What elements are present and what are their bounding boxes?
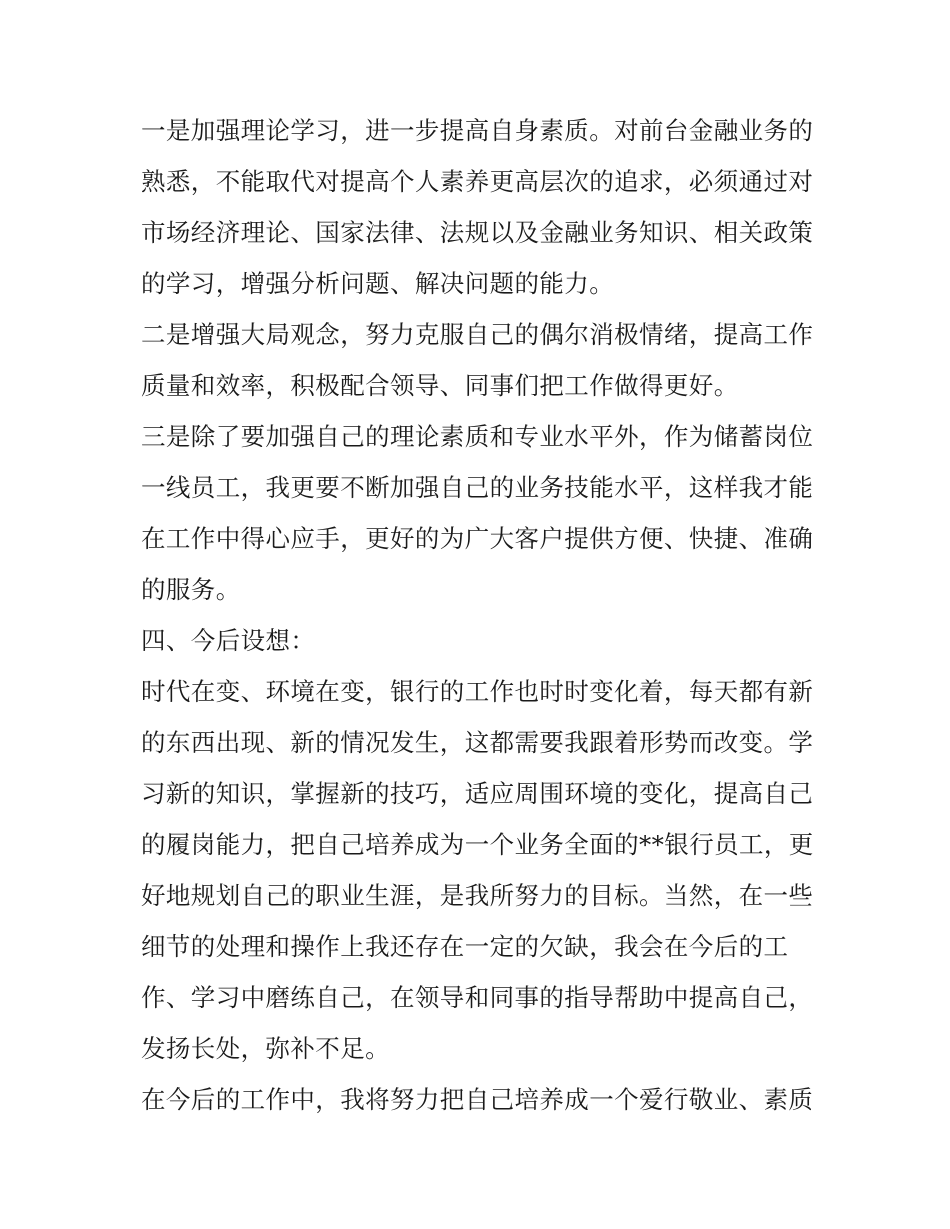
- text-line: 在今后的工作中，我将努力把自己培养成一个爱行敬业、素质: [141, 1085, 814, 1114]
- document-body: [141, 105, 821, 1125]
- text-line: 在工作中得心应手，更好的为广大客户提供方便、快捷、准确: [141, 524, 814, 553]
- text-line: 市场经济理论、国家法律、法规以及金融业务知识、相关政策: [141, 218, 814, 247]
- text-line: 的学习，增强分析问题、解决问题的能力。: [141, 269, 615, 298]
- section-heading: 四、今后设想：: [141, 626, 316, 655]
- text-line: 习新的知识，掌握新的技巧，适应周围环境的变化，提高自己: [141, 779, 814, 808]
- text-line: 一线员工，我更要不断加强自己的业务技能水平，这样我才能: [141, 473, 814, 502]
- text-line: 三是除了要加强自己的理论素质和专业水平外，作为储蓄岗位: [141, 422, 814, 451]
- text-line: 好地规划自己的职业生涯，是我所努力的目标。当然，在一些: [141, 881, 814, 910]
- text-line: 细节的处理和操作上我还存在一定的欠缺，我会在今后的工: [141, 932, 789, 961]
- text-line: 熟悉，不能取代对提高个人素养更高层次的追求，必须通过对: [141, 167, 814, 196]
- text-line: 的服务。: [141, 575, 241, 604]
- text-line: 质量和效率，积极配合领导、同事们把工作做得更好。: [141, 371, 739, 400]
- text-line: 发扬长处，弥补不足。: [141, 1034, 390, 1063]
- text-line: 的履岗能力，把自己培养成为一个业务全面的**银行员工，更: [141, 830, 814, 859]
- text-line: 作、学习中磨练自己，在领导和同事的指导帮助中提高自己，: [141, 983, 814, 1012]
- text-line: 的东西出现、新的情况发生，这都需要我跟着形势而改变。学: [141, 728, 814, 757]
- text-line: 二是增强大局观念，努力克服自己的偶尔消极情绪，提高工作: [141, 320, 814, 349]
- text-line: 一是加强理论学习，进一步提高自身素质。对前台金融业务的: [141, 116, 814, 145]
- text-line: 时代在变、环境在变，银行的工作也时时变化着，每天都有新: [141, 677, 814, 706]
